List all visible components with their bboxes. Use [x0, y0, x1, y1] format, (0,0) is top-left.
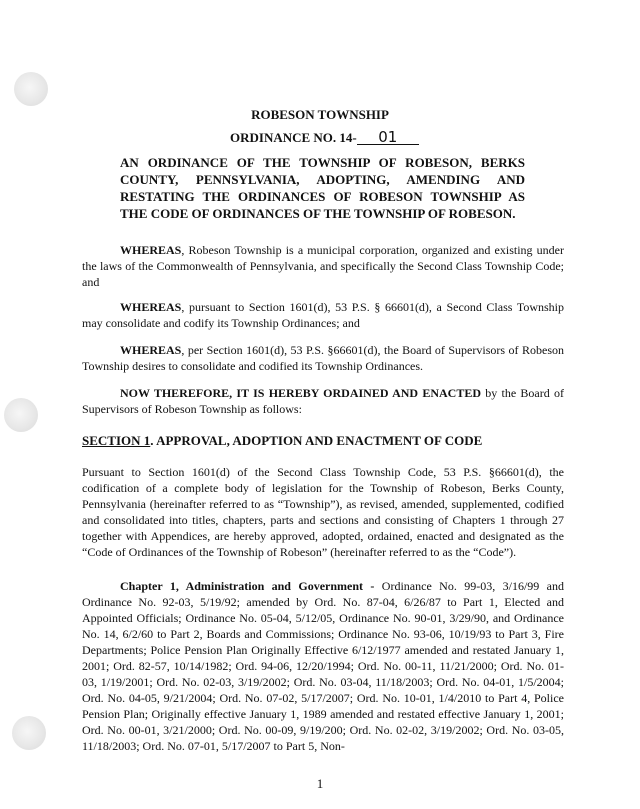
now-therefore-paragraph — [82, 385, 564, 417]
section-1-body: Pursuant to Section 1601(d) of the Second Class Township Code, 53 P.S. §66601(d), the codification of a complete body of legislation for the Township of Robeson, Berks County, Pennsylvania (hereinafter referred to as “Township”), as revised, amended, supplemented, codified and consolidated into titles, chapters, parts and sections and consisting of Chapters 1 through 27 together with Appendices, are hereby approved, adopted, ordained, enacted and designated as the “Code of Ordinances of the Township of Robeson” (hereinafter referred to as the “Code”). — [82, 465, 564, 559]
section-1-title: . APPROVAL, ADOPTION AND ENACTMENT OF CODE — [150, 433, 483, 448]
now-therefore-lead: NOW THEREFORE, IT IS HEREBY ORDAINED AND ENACTED — [120, 386, 482, 400]
now-therefore-text: by the Board of Supervisors of Robeson Township as follows: — [82, 386, 565, 416]
chapter-1-lead: Chapter 1, Administration and Government - — [120, 579, 382, 593]
whereas-paragraph-1 — [82, 242, 564, 290]
punch-hole-mark — [12, 716, 46, 750]
whereas-lead: WHEREAS — [120, 243, 182, 257]
ordinance-preamble: AN ORDINANCE OF THE TOWNSHIP OF ROBESON, BERKS COUNTY, PENNSYLVANIA, ADOPTING, AMENDING AND RESTATING THE ORDINANCES OF ROBESON TOWNSHIP AS THE CODE OF ORDINANCES OF THE TOWNSHIP OF ROBESON. — [120, 155, 525, 221]
whereas-text: , pursuant to Section 1601(d), 53 P.S. § 66601(d), a Second Class Township may consolidate and codify its Township Ordinances; and — [82, 300, 564, 330]
township-title: ROBESON TOWNSHIP — [251, 107, 389, 122]
whereas-paragraph-3 — [82, 342, 564, 374]
whereas-lead: WHEREAS — [120, 343, 182, 357]
ordinance-number-line — [230, 130, 419, 146]
ordinance-prefix: ORDINANCE NO. 14- — [230, 130, 357, 145]
chapter-1-paragraph — [82, 578, 564, 754]
handwritten-ordinance-number: 01 — [357, 130, 419, 145]
whereas-lead: WHEREAS — [120, 300, 182, 314]
punch-hole-mark — [14, 72, 48, 106]
page-number: 1 — [316, 776, 324, 791]
whereas-paragraph-2 — [82, 299, 564, 331]
chapter-1-text: Ordinance No. 99-03, 3/16/99 and Ordinance No. 92-03, 5/19/92; amended by Ord. No. 87-04, 6/26/87 to Part 1, Elected and Appointed Officials; Ordinance No. 05-04, 5/12/05, Ordinance No. 90-01, 3/29/90, and Ordinance No. 14, 6/2/60 to Part 2, Boards and Commissions; Ordinance No. 93-06, 10/19/93 to Part 3, Fire Departments; Police Pension Plan Originally Effective 6/12/1977 amended and restated January 1, 2001; Ord. 82-57, 10/14/1982; Ord. 94-06, 12/20/1994; Ord. No. 00-11, 11/21/2000; Ord. No. 01-03, 1/19/2001; Ord. No. 02-03, 3/19/2002; Ord. No. 03-04, 11/18/2003; Ord. No. 04-01, 1/5/2004; Ord. No. 04-05, 9/21/2004; Ord. No. 07-02, 5/17/2007; Ord. No. 10-01, 1/4/2010 to Part 4, Police Pension Plan; Originally effective January 1, 1989 amended and restated effective January 1, 2001; Ord. No. 00-01, 3/21/2000; Ord. No. 00-09, 9/19/200; Ord. No. 02-02, 3/19/2002; Ord. No. 03-05, 11/18/2003; Ord. No. 07-01, 5/17/2007 to Part 5, Non- — [82, 579, 564, 753]
whereas-text: , per Section 1601(d), 53 P.S. §66601(d), the Board of Supervisors of Robeson Township desires to consolidate and codified its Township Ordinances. — [82, 343, 564, 373]
whereas-text: , Robeson Township is a municipal corporation, organized and existing under the laws of the Commonwealth of Pennsylvania, and specifically the Second Class Township Code; and — [82, 243, 564, 289]
section-1-heading — [82, 433, 482, 449]
section-1-label: SECTION 1 — [82, 433, 151, 448]
punch-hole-mark — [4, 398, 38, 432]
